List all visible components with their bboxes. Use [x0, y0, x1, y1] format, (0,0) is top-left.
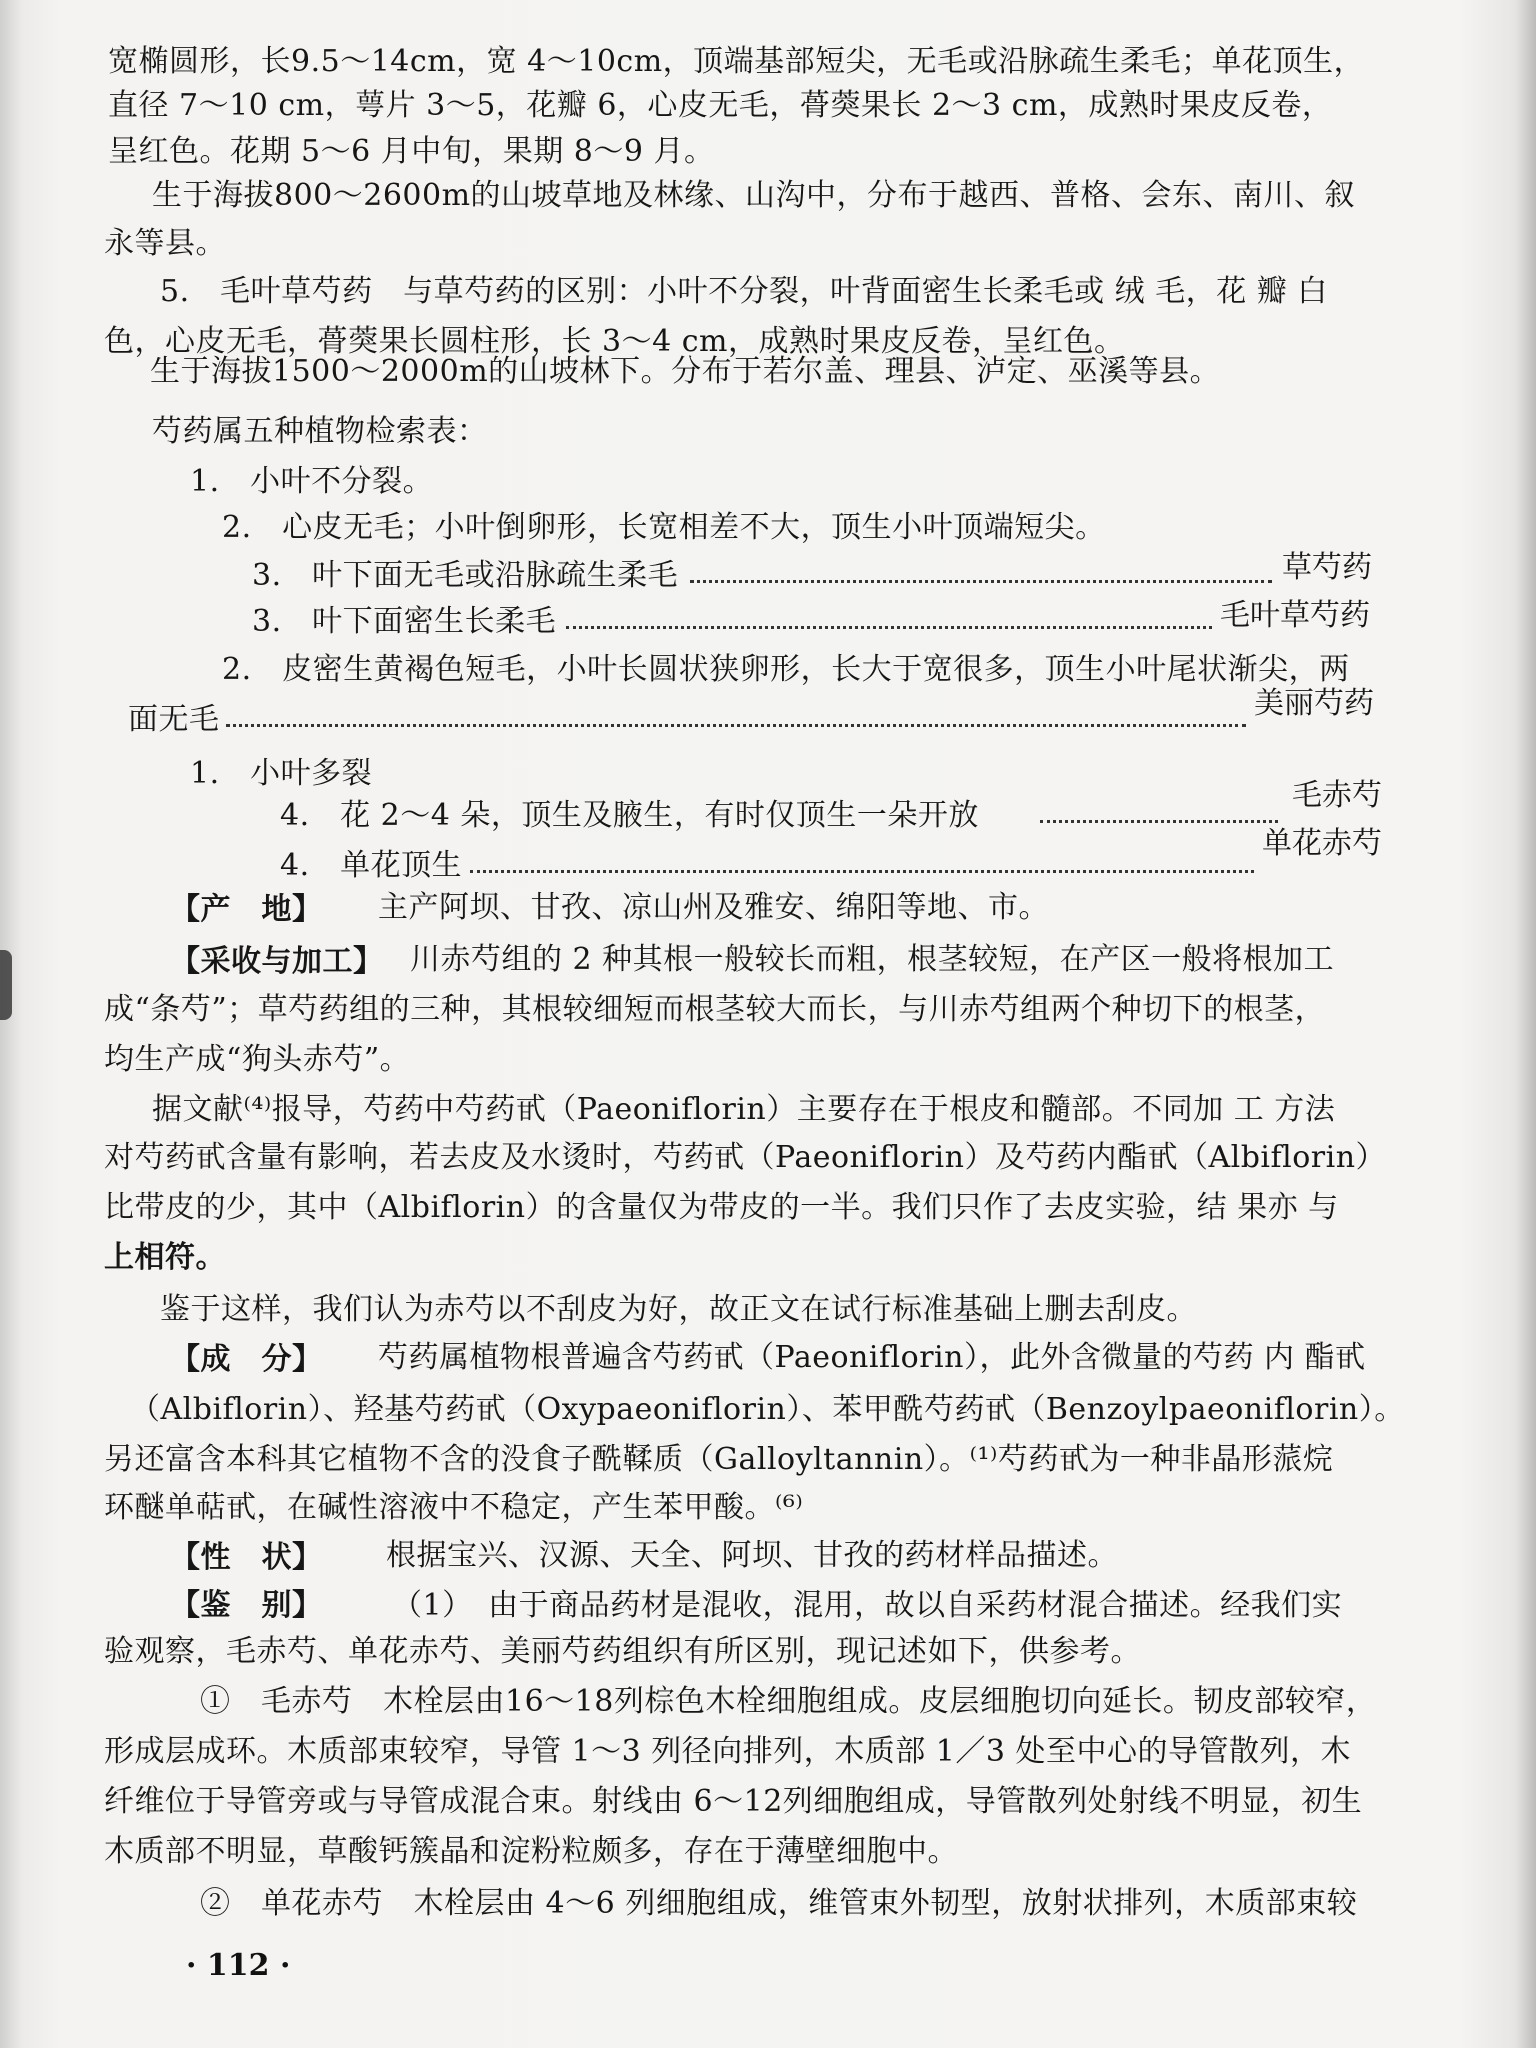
section-heading: 【成 分】: [170, 1342, 323, 1377]
section-heading: 【产 地】: [170, 892, 323, 927]
text-line: 芍药属植物根普遍含芍药甙（Paeoniflorin），此外含微量的芍药 内 酯甙: [378, 1340, 1366, 1375]
text-line: 另还富含本科其它植物不含的没食子酰鞣质（Galloyltannin）。⁽¹⁾芍药甙为一种非晶形蒎烷: [104, 1442, 1334, 1477]
text-line: 验观察，毛赤芍、单花赤芍、美丽芍药组织有所区别，现记述如下，供参考。: [104, 1634, 1141, 1669]
key-item: 2. 心皮无毛；小叶倒卵形，长宽相差不大，顶生小叶顶端短尖。: [222, 510, 1106, 545]
text-line: （Albiflorin）、羟基芍药甙（Oxypaeoniflorin）、苯甲酰芍药甙（Benzoylpaeoniflorin）。: [130, 1392, 1405, 1427]
text-line: ① 毛赤芍 木栓层由16～18列棕色木栓细胞组成。皮层细胞切向延长。韧皮部较窄，: [200, 1684, 1377, 1719]
page-edge-shadow: [1516, 0, 1536, 2048]
key-item: 4. 单花顶生: [280, 848, 463, 883]
text-line: 永等县。: [104, 226, 226, 261]
text-line: 比带皮的少，其中（Albiflorin）的含量仅为带皮的一半。我们只作了去皮实验，结 果亦 与: [104, 1190, 1339, 1225]
key-item: 2. 皮密生黄褐色短毛，小叶长圆状狭卵形，长大于宽很多，顶生小叶尾状渐尖，两: [222, 652, 1350, 687]
key-result: 毛叶草芍药: [1220, 598, 1370, 633]
key-result: 草芍药: [1282, 550, 1372, 585]
dot-leader: [690, 580, 1272, 583]
text-line: 均生产成“狗头赤芍”。: [104, 1042, 411, 1077]
dot-leader: [1040, 820, 1278, 823]
key-result: 美丽芍药: [1254, 686, 1374, 721]
text-line: （1） 由于商品药材是混收，混用，故以自采药材混合描述。经我们实: [392, 1588, 1343, 1623]
text-line: 成“条芍”；草芍药组的三种，其根较细短而根茎较大而长，与川赤芍组两个种切下的根茎，: [104, 992, 1326, 1027]
text-line: 纤维位于导管旁或与导管成混合束。射线由 6～12列细胞组成，导管散列处射线不明显，初生: [104, 1784, 1363, 1819]
dot-leader: [566, 626, 1212, 629]
text-line: 5. 毛叶草芍药 与草芍药的区别：小叶不分裂，叶背面密生长柔毛或 绒 毛，花 瓣 白: [160, 274, 1328, 309]
text-line: ② 单花赤芍 木栓层由 4～6 列细胞组成，维管束外韧型，放射状排列，木质部束较: [200, 1886, 1358, 1921]
text-line: 芍药属五种植物检索表：: [152, 414, 488, 449]
section-heading: 【采收与加工】: [170, 944, 384, 979]
text-line: 据文献⁽⁴⁾报导，芍药中芍药甙（Paeoniflorin）主要存在于根皮和髓部。不同加 工 方法: [152, 1092, 1336, 1127]
key-item: 3. 叶下面无毛或沿脉疏生柔毛: [252, 558, 679, 593]
text-line: 鉴于这样，我们认为赤芍以不刮皮为好，故正文在试行标准基础上删去刮皮。: [160, 1292, 1197, 1327]
text-line: 直径 7～10 cm，萼片 3～5，花瓣 6，心皮无毛，蓇葖果长 2～3 cm，成熟时果皮反卷，: [108, 88, 1333, 123]
text-line: 呈红色。花期 5～6 月中旬，果期 8～9 月。: [108, 134, 715, 169]
text-line: 宽椭圆形，长9.5～14cm，宽 4～10cm，顶端基部短尖，无毛或沿脉疏生柔毛；单花顶生，: [108, 44, 1365, 79]
text-line: 环醚单萜甙，在碱性溶液中不稳定，产生苯甲酸。⁽⁶⁾: [104, 1490, 804, 1525]
key-item: 4. 花 2～4 朵，顶生及腋生，有时仅顶生一朵开放: [280, 798, 979, 833]
section-heading: 【性 状】: [170, 1540, 323, 1575]
text-line: 形成层成环。木质部束较窄，导管 1～3 列径向排列，木质部 1／3 处至中心的导管散列，木: [104, 1734, 1351, 1769]
page-number: · 112 ·: [186, 1948, 291, 1983]
text-line: 生于海拔800～2600m的山坡草地及林缘、山沟中，分布于越西、普格、会东、南川、叙: [152, 178, 1356, 213]
text-line: 主产阿坝、甘孜、凉山州及雅安、绵阳等地、市。: [378, 890, 1049, 925]
text-line: 生于海拔1500～2000m的山坡林下。分布于若尔盖、理县、泸定、巫溪等县。: [150, 354, 1221, 389]
key-item: 3. 叶下面密生长柔毛: [252, 604, 557, 639]
text-line: 川赤芍组的 2 种其根一般较长而粗，根茎较短，在产区一般将根加工: [410, 942, 1335, 977]
text-line: 对芍药甙含量有影响，若去皮及水烫时，芍药甙（Paeoniflorin）及芍药内酯甙（Albiflorin）: [104, 1140, 1387, 1175]
text-line: 色，心皮无毛，蓇葖果长圆柱形，长 3～4 cm，成熟时果皮反卷，呈红色。: [104, 324, 1125, 359]
key-item: 1. 小叶不分裂。: [190, 464, 434, 499]
key-item: 1. 小叶多裂: [190, 756, 373, 791]
dot-leader: [226, 724, 1246, 727]
section-heading: 【鉴 别】: [170, 1588, 323, 1623]
key-result: 单花赤芍: [1262, 826, 1382, 861]
text-line: 木质部不明显，草酸钙簇晶和淀粉粒颇多，存在于薄壁细胞中。: [104, 1834, 958, 1869]
dot-leader: [470, 870, 1254, 873]
key-item: 面无毛: [128, 702, 220, 737]
binding-clip: [0, 950, 12, 1020]
key-result: 毛赤芍: [1292, 778, 1382, 813]
text-line: 根据宝兴、汉源、天全、阿坝、甘孜的药材样品描述。: [386, 1538, 1118, 1573]
text-line: 上相符。: [104, 1240, 226, 1275]
